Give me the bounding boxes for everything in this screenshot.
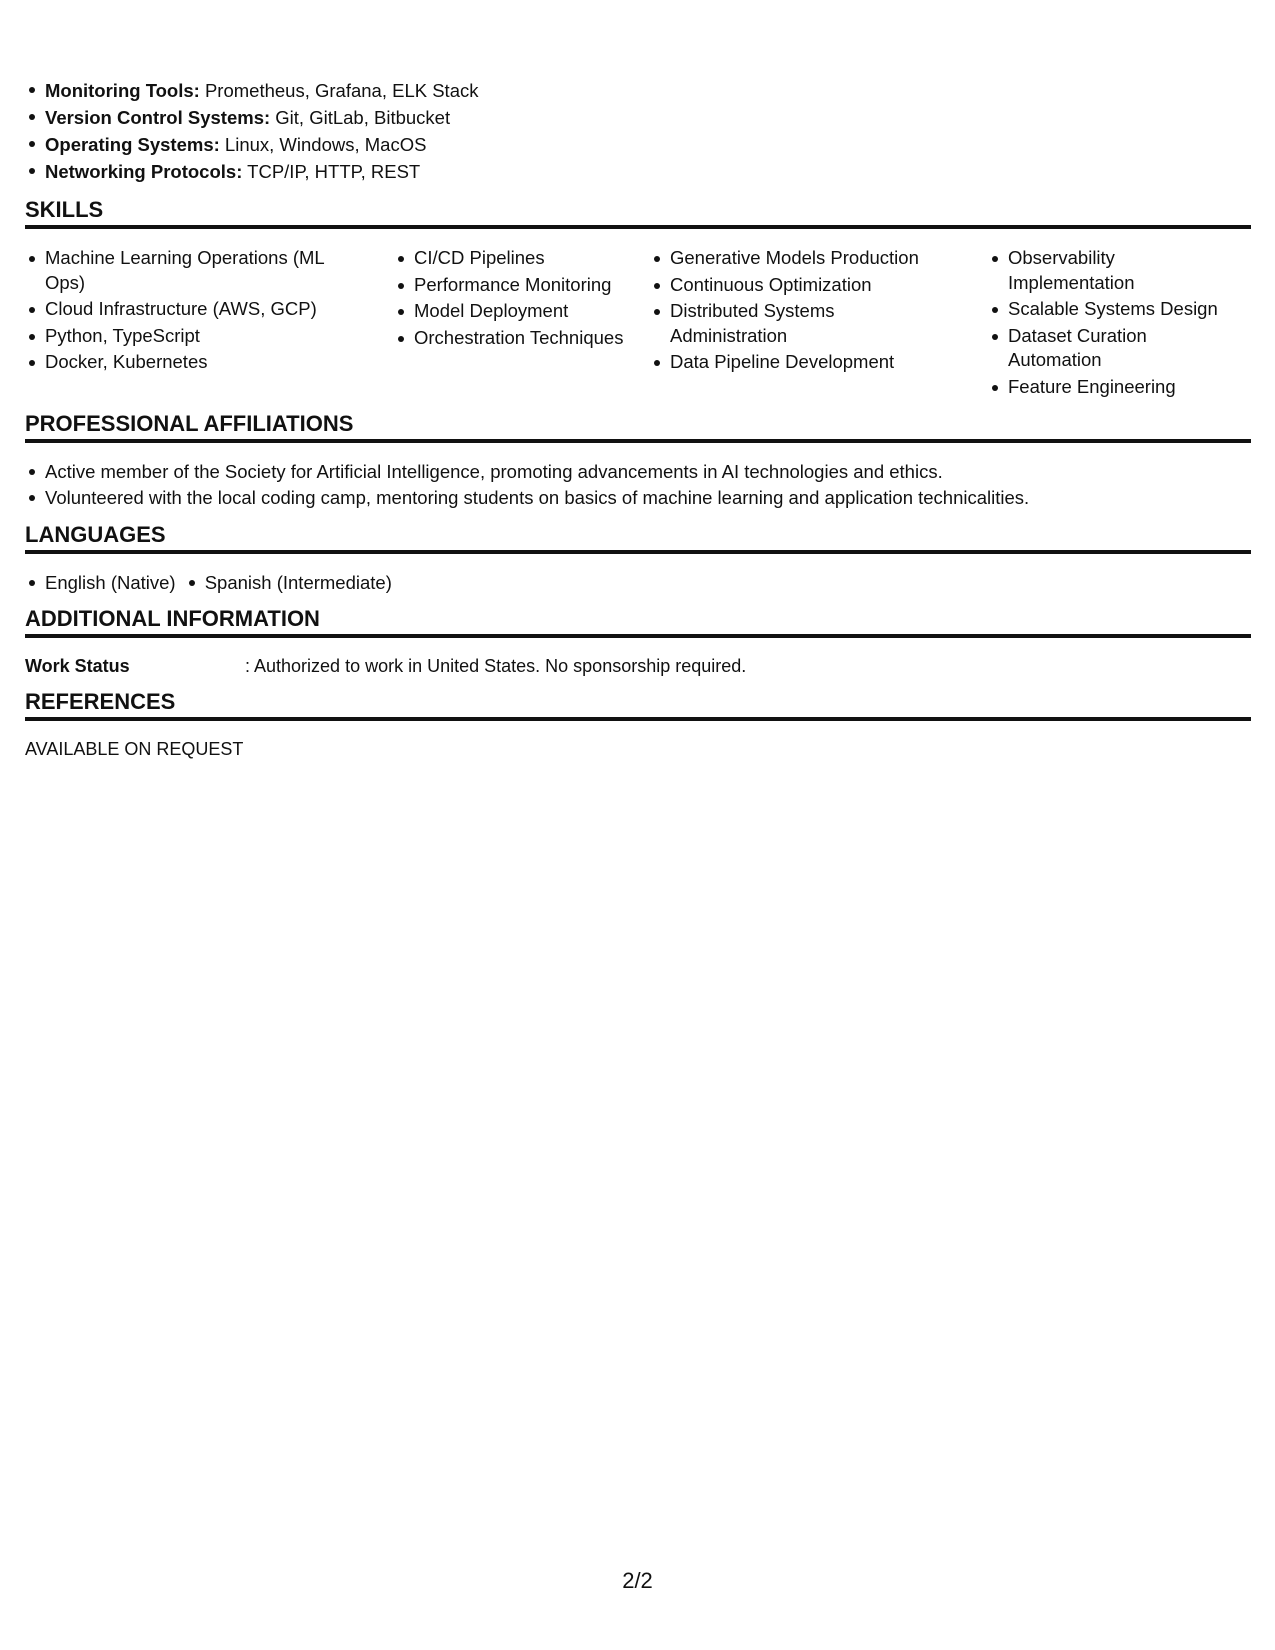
skill-item: Performance Monitoring <box>414 273 629 298</box>
skill-item: CI/CD Pipelines <box>414 246 629 271</box>
item-value: Git, GitLab, Bitbucket <box>275 107 451 128</box>
skill-item: Observability Implementation <box>1008 246 1233 295</box>
skills-column <box>25 246 345 377</box>
technical-tools-list <box>25 77 478 185</box>
item-label: Networking Protocols: <box>45 161 243 182</box>
item-value: Linux, Windows, MacOS <box>224 134 427 155</box>
skill-item: Generative Models Production <box>670 246 935 271</box>
skill-item: Cloud Infrastructure (AWS, GCP) <box>45 297 345 322</box>
skills-column <box>650 246 935 377</box>
skills-column <box>988 246 1233 401</box>
skills-column <box>394 246 629 352</box>
skill-item: Distributed Systems Administration <box>670 299 935 348</box>
language-item: English (Native) <box>45 572 176 593</box>
languages-heading: LANGUAGES <box>25 521 1251 554</box>
skill-item: Python, TypeScript <box>45 324 345 349</box>
skill-item: Data Pipeline Development <box>670 350 935 375</box>
work-status-label: Work Status <box>25 656 130 676</box>
skills-grid <box>25 246 1251 406</box>
item-label: Version Control Systems: <box>45 107 271 128</box>
references-heading: REFERENCES <box>25 688 1251 721</box>
languages-list <box>25 570 416 595</box>
skill-item: Machine Learning Operations (ML Ops) <box>45 246 345 295</box>
additional-info-heading: ADDITIONAL INFORMATION <box>25 605 1251 638</box>
language-item: Spanish (Intermediate) <box>204 572 392 593</box>
skills-heading: SKILLS <box>25 196 1251 229</box>
skill-item: Docker, Kubernetes <box>45 350 345 375</box>
list-item <box>45 104 478 131</box>
list-item: Volunteered with the local coding camp, mentoring students on basics of machine learning and application technicalities. <box>45 485 1271 511</box>
skill-item: Continuous Optimization <box>670 273 935 298</box>
item-value: Prometheus, Grafana, ELK Stack <box>204 80 479 101</box>
affiliations-heading: PROFESSIONAL AFFILIATIONS <box>25 410 1251 443</box>
item-value: TCP/IP, HTTP, REST <box>247 161 421 182</box>
item-label: Monitoring Tools: <box>45 80 200 101</box>
list-item <box>45 158 478 185</box>
skill-item: Model Deployment <box>414 299 629 324</box>
skill-item: Feature Engineering <box>1008 375 1233 400</box>
list-item <box>45 131 478 158</box>
references-text: AVAILABLE ON REQUEST <box>25 739 244 759</box>
skill-item: Orchestration Techniques <box>414 326 629 351</box>
skill-item: Scalable Systems Design <box>1008 297 1233 322</box>
list-item: Active member of the Society for Artificial Intelligence, promoting advancements in AI technologies and ethics. <box>45 459 1271 485</box>
list-item <box>45 77 478 104</box>
affiliations-list <box>25 459 1271 511</box>
page-number: 2/2 <box>622 1568 653 1593</box>
skill-item: Dataset Curation Automation <box>1008 324 1233 373</box>
work-status-value: : Authorized to work in United States. No sponsorship required. <box>245 656 747 676</box>
item-label: Operating Systems: <box>45 134 220 155</box>
